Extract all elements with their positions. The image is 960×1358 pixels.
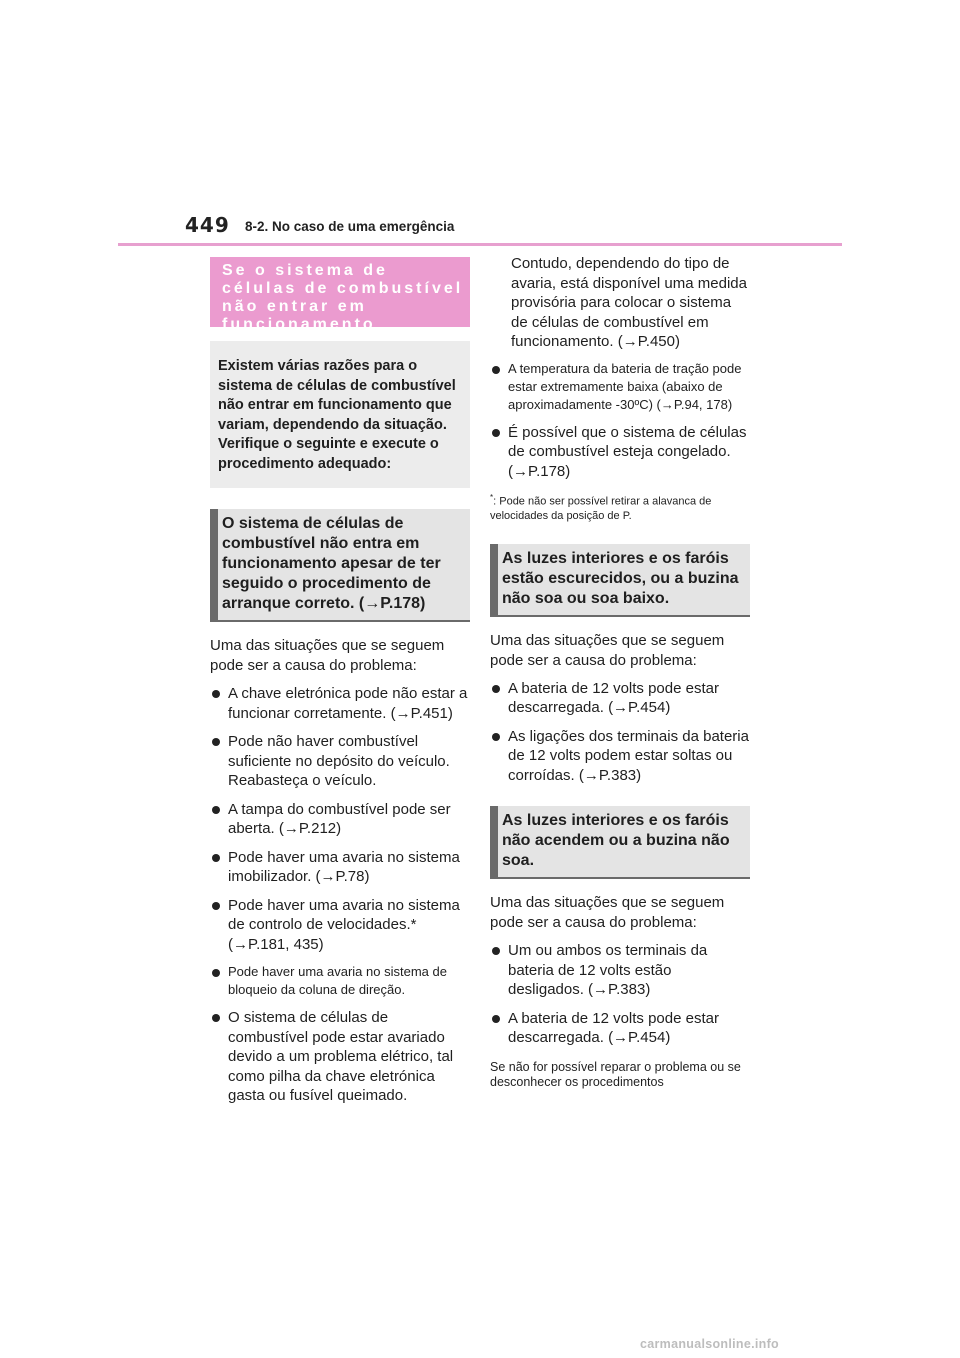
intro-box: Existem várias razões para o sistema de células de combustível não entrar em funcionamento que variam, dependendo da situação. Verifique o seguinte e execute o procedimento adequado: (210, 341, 470, 488)
list-item: A tampa do combustível pode ser aberta. (→P.212) (210, 800, 470, 839)
list-item: As ligações dos terminais da bateria de 12 volts podem estar soltas ou corroídas. (→P.383) (490, 727, 750, 786)
list-item: A chave eletrónica pode não estar a funcionar corretamente. (→P.451) (210, 684, 470, 723)
watermark: carmanualsonline.info (640, 1337, 779, 1351)
cause-paragraph-2: Uma das situações que se seguem pode ser a causa do problema: (490, 631, 725, 669)
list-item: O sistema de células de combustível pode estar avariado devido a um problema elétrico, tal como pilha da chave eletrónica gasta ou fusível queimado. (210, 1008, 470, 1106)
cause-paragraph: Uma das situações que se seguem pode ser a causa do problema: (210, 637, 445, 674)
pink-title-box: Se o sistema de células de combustível não entrar em funcionamento (210, 257, 470, 327)
list-item: Pode não haver combustível suficiente no depósito do veículo. Reabasteça o veículo. (210, 732, 470, 791)
list-item: Pode haver uma avaria no sistema imobilizador. (→P.78) (210, 848, 470, 887)
list-item: Um ou ambos os terminais da bateria de 12 volts estão desligados. (→P.383) (490, 941, 750, 1000)
cause-list-continued (490, 360, 750, 482)
footnote (490, 491, 750, 523)
left-column (210, 257, 470, 1115)
list-item: Pode haver uma avaria no sistema de bloqueio da coluna de direção. (210, 963, 470, 999)
subsection-heading-2: As luzes interiores e os faróis estão escurecidos, ou a buzina não soa ou soa baixo. (490, 544, 750, 617)
cause-list-2 (490, 679, 750, 786)
section-title: 8-2. No caso de uma emergência (245, 219, 455, 234)
subsection-heading-1: O sistema de células de combustível não entra em funcionamento apesar de ter seguido o procedimento de arranque correto. (→P.178) (210, 509, 470, 622)
footnote-text: : Pode não ser possível retirar a alavanca de velocidades da posição de P. (490, 495, 712, 522)
subsection-heading-3: As luzes interiores e os faróis não acendem ou a buzina não soa. (490, 806, 750, 879)
continuation-text: Contudo, dependendo do tipo de avaria, está disponível uma medida provisória para colocar o sistema de células de combustível em funcionamento. (→P.450) (511, 255, 747, 350)
cause-list (210, 684, 470, 1106)
cause-list-3 (490, 941, 750, 1048)
list-item: Pode haver uma avaria no sistema de controlo de velocidades.* (→P.181, 435) (210, 896, 470, 955)
list-item: A bateria de 12 volts pode estar descarregada. (→P.454) (490, 679, 750, 718)
footnote-mark: * (490, 493, 494, 502)
header-divider (118, 243, 842, 246)
page-header (0, 0, 960, 250)
closing-text: Se não for possível reparar o problema ou se desconhecer os procedimentos (490, 1059, 741, 1089)
list-item: A temperatura da bateria de tração pode estar extremamente baixa (abaixo de aproximadamente -30ºC) (→P.94, 178) (490, 360, 750, 414)
list-item: É possível que o sistema de células de combustível esteja congelado. (→P.178) (490, 423, 750, 482)
list-item: A bateria de 12 volts pode estar descarregada. (→P.454) (490, 1009, 750, 1048)
cause-paragraph-3: Uma das situações que se seguem pode ser a causa do problema: (490, 894, 725, 932)
right-column (490, 254, 750, 1090)
page-number: 449 (185, 213, 230, 237)
